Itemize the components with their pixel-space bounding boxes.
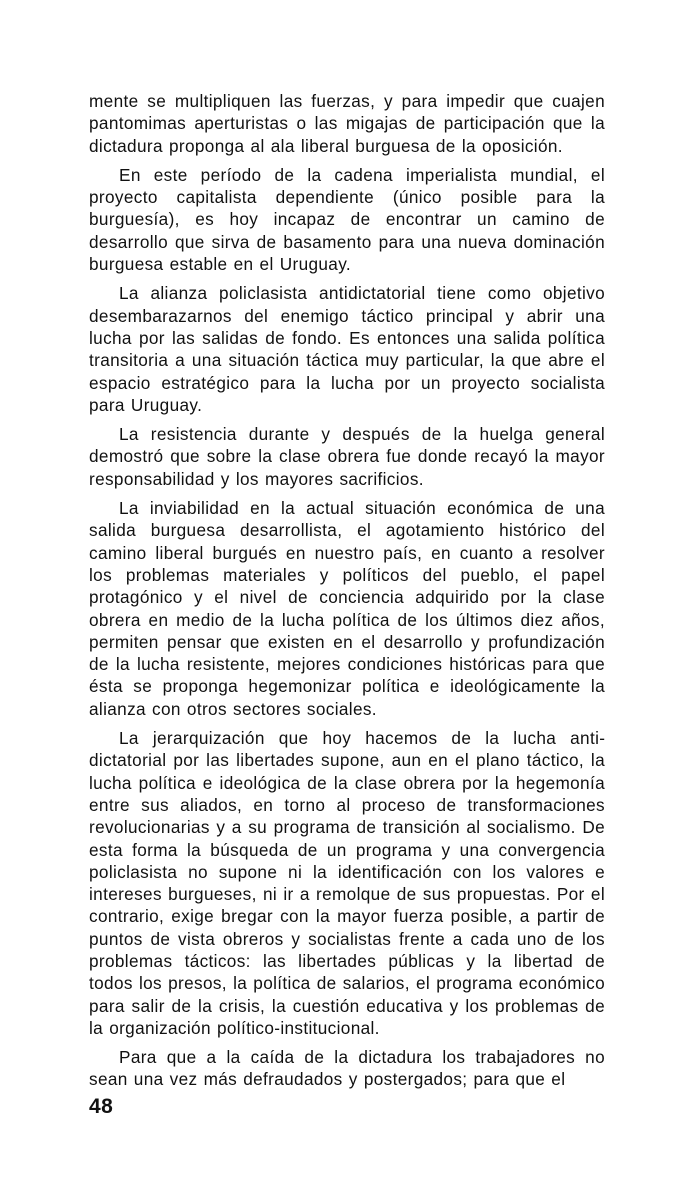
paragraph-1: mente se multipliquen las fuerzas, y para impedir que cuajen pantomimas aperturistas o las migajas de participación que la dictadura proponga al ala liberal burguesa de la oposición. [89,91,605,156]
paragraph-7: Para que a la caída de la dictadura los trabajadores no sean una vez más defraudados y postergados; para que el [89,1047,605,1090]
page-body [89,90,605,1098]
paragraph-4: La resistencia durante y después de la huelga general demostró que sobre la clase obrera fue donde recayó la mayor responsabilidad y los mayores sacrificios. [89,424,605,489]
page-number: 48 [89,1095,114,1118]
paragraph-5: La inviabilidad en la actual situación económica de una salida burguesa desarrollista, el agotamiento histórico del camino liberal burgués en nuestro país, en cuanto a resolver los problemas materiales y políticos del pueblo, el papel protagónico y el nivel de conciencia adquirido por la clase obrera en medio de la lucha política de los últimos diez años, permiten pensar que existen en el desarrollo y profundización de la lucha resistente, mejores condiciones históricas para que ésta se proponga hegemonizar política e ideológicamente la alianza con otros sectores sociales. [89,498,605,719]
paragraph-2: En este período de la cadena imperialista mundial, el proyecto capitalista dependiente (único posible para la burguesía), es hoy incapaz de encontrar un camino de desarrollo que sirva de basamento para una nueva dominación burguesa estable en el Uruguay. [89,164,605,275]
paragraph-3: La alianza policlasista antidictatorial tiene como objetivo desembarazarnos del enemigo táctico principal y abrir una lucha por las salidas de fondo. Es entonces una salida política transitoria a una situación táctica muy particular, la que abre el espacio estratégico para la lucha por un proyecto socialista para Uruguay. [89,283,605,415]
paragraph-6: La jerarquización que hoy hacemos de la lucha antidictatorial por las libertades supone, aun en el plano táctico, la lucha política e ideológica de la clase obrera por la hegemonía entre sus aliados, en torno al proceso de transformaciones revolucionarias y a su programa de transición al socialismo. De esta forma la búsqueda de un programa y una convergencia policlasista no supone ni la identificación con los valores e intereses burgueses, ni ir a remolque de sus propuestas. Por el contrario, exige bregar con la mayor fuerza posible, a partir de puntos de vista obreros y socialistas frente a cada uno de los problemas tácticos: las libertades públicas y la libertad de todos los presos, la política de salarios, el programa económico para salir de la crisis, la cuestión educativa y los problemas de la organización político-institucional. [89,728,605,1038]
